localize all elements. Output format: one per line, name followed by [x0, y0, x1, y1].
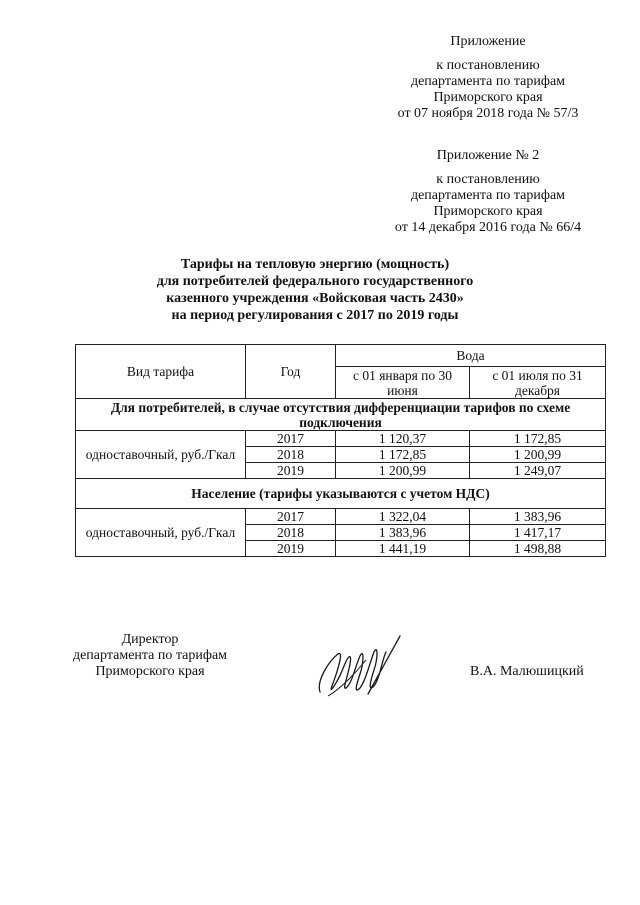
value-cell: 1 441,19 [336, 541, 470, 557]
table-row [76, 509, 606, 525]
tariff-table [75, 344, 606, 557]
header-period-1: с 01 января по 30 июня [336, 367, 470, 399]
appendix-title: Приложение [450, 34, 526, 49]
appendix2-line-2: департамента по тарифам [410, 188, 566, 203]
title-line-4: на период регулирования с 2017 по 2019 годы [171, 308, 459, 323]
signatory-line-2: департамента по тарифам [72, 648, 228, 663]
handwritten-signature [308, 630, 408, 715]
header-period-2: с 01 июля по 31 декабря [470, 367, 606, 399]
header-tariff-type: Вид тарифа [76, 345, 246, 399]
title-line-2: для потребителей федерального государственного [156, 274, 474, 289]
tariff-type-cell: одноставочный, руб./Гкал [76, 509, 246, 557]
header-year: Год [246, 345, 336, 399]
value-cell: 1 383,96 [336, 525, 470, 541]
value-cell: 1 200,99 [336, 463, 470, 479]
section-heading: Население (тарифы указываются с учетом НДС) [76, 479, 606, 509]
title-line-3: казенного учреждения «Войсковая часть 2430» [166, 291, 464, 306]
signatory-name: В.А. Малюшицкий [470, 664, 584, 679]
signatory-line-1: Директор [121, 632, 179, 647]
tariff-type-cell: одноставочный, руб./Гкал [76, 431, 246, 479]
appendix2-header [370, 148, 606, 236]
value-cell: 1 120,37 [336, 431, 470, 447]
year-cell: 2017 [246, 431, 336, 447]
signatory-line-3: Приморского края [95, 664, 205, 679]
appendix2-line-3: Приморского края [433, 204, 543, 219]
appendix-line-4: от 07 ноября 2018 года № 57/3 [397, 106, 579, 121]
year-cell: 2019 [246, 541, 336, 557]
value-cell: 1 249,07 [470, 463, 606, 479]
year-cell: 2017 [246, 509, 336, 525]
title-line-1: Тарифы на тепловую энергию (мощность) [180, 257, 450, 272]
value-cell: 1 322,04 [336, 509, 470, 525]
value-cell: 1 172,85 [336, 447, 470, 463]
value-cell: 1 383,96 [470, 509, 606, 525]
table-row [76, 431, 606, 447]
appendix2-title: Приложение № 2 [436, 148, 540, 163]
value-cell: 1 498,88 [470, 541, 606, 557]
section-heading: Для потребителей, в случае отсутствия дифференциации тарифов по схеме подключения [76, 399, 606, 431]
appendix-line-2: департамента по тарифам [410, 74, 566, 89]
year-cell: 2018 [246, 525, 336, 541]
document-title [100, 256, 530, 324]
header-water: Вода [336, 345, 606, 367]
value-cell: 1 200,99 [470, 447, 606, 463]
appendix2-line-1: к постановлению [436, 172, 540, 187]
value-cell: 1 417,17 [470, 525, 606, 541]
year-cell: 2019 [246, 463, 336, 479]
appendix2-line-4: от 14 декабря 2016 года № 66/4 [394, 220, 582, 235]
signatory-title [55, 632, 245, 680]
appendix-line-1: к постановлению [436, 58, 540, 73]
year-cell: 2018 [246, 447, 336, 463]
appendix-line-3: Приморского края [433, 90, 543, 105]
appendix-header [370, 34, 606, 122]
value-cell: 1 172,85 [470, 431, 606, 447]
